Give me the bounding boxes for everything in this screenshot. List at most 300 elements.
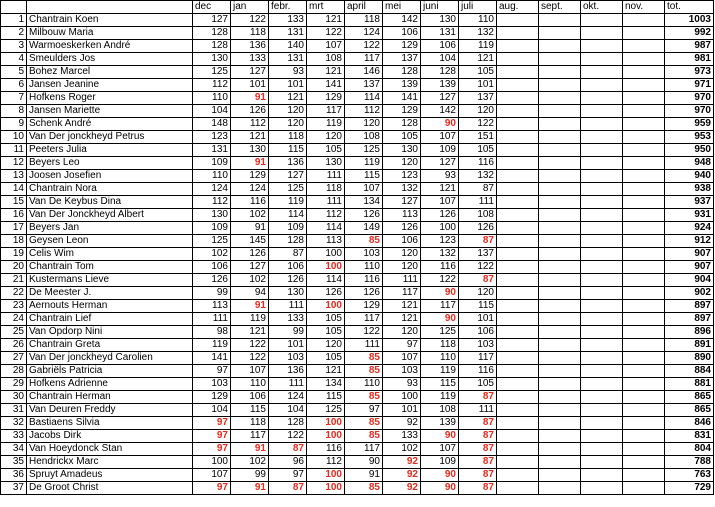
score-cell: 113	[383, 209, 421, 222]
score-cell: 112	[231, 118, 269, 131]
player-name-cell: Chantrain Nora	[27, 183, 193, 196]
empty-cell	[623, 131, 665, 144]
score-cell: 97	[193, 443, 231, 456]
empty-cell	[539, 196, 581, 209]
table-row	[1, 196, 714, 209]
total-cell: 890	[665, 352, 714, 365]
score-cell: 133	[269, 14, 307, 27]
empty-cell	[623, 14, 665, 27]
score-cell: 117	[383, 287, 421, 300]
rank-cell: 23	[1, 300, 27, 313]
rank-cell: 33	[1, 430, 27, 443]
empty-cell	[623, 157, 665, 170]
score-cell: 92	[383, 469, 421, 482]
table-row	[1, 300, 714, 313]
score-cell: 85	[345, 430, 383, 443]
score-cell: 122	[231, 339, 269, 352]
empty-cell	[539, 118, 581, 131]
empty-cell	[539, 391, 581, 404]
score-cell: 130	[383, 144, 421, 157]
player-name-cell: Van Deuren Freddy	[27, 404, 193, 417]
score-cell: 149	[345, 222, 383, 235]
empty-cell	[623, 248, 665, 261]
score-cell: 105	[459, 378, 497, 391]
player-name-cell: Joosen Josefien	[27, 170, 193, 183]
empty-cell	[497, 404, 539, 417]
table-row	[1, 53, 714, 66]
empty-cell	[539, 222, 581, 235]
score-cell: 131	[421, 27, 459, 40]
empty-cell	[497, 196, 539, 209]
score-cell: 103	[193, 378, 231, 391]
score-cell: 129	[383, 105, 421, 118]
score-cell: 101	[459, 313, 497, 326]
score-cell: 100	[421, 222, 459, 235]
total-cell: 938	[665, 183, 714, 196]
rank-cell: 3	[1, 40, 27, 53]
total-cell: 937	[665, 196, 714, 209]
score-cell: 120	[383, 261, 421, 274]
player-name-cell: Geysen Leon	[27, 235, 193, 248]
score-cell: 111	[307, 170, 345, 183]
score-cell: 97	[383, 339, 421, 352]
score-cell: 134	[307, 378, 345, 391]
table-body	[1, 14, 714, 495]
empty-cell	[581, 391, 623, 404]
empty-cell	[497, 66, 539, 79]
score-cell: 129	[193, 391, 231, 404]
score-cell: 109	[269, 222, 307, 235]
score-cell: 122	[231, 14, 269, 27]
empty-cell	[539, 339, 581, 352]
score-cell: 103	[383, 365, 421, 378]
total-cell: 865	[665, 404, 714, 417]
player-name-cell: Hendrickx Marc	[27, 456, 193, 469]
player-name-cell: Hofkens Roger	[27, 92, 193, 105]
score-cell: 91	[231, 443, 269, 456]
score-cell: 121	[307, 365, 345, 378]
score-cell: 133	[231, 53, 269, 66]
score-cell: 109	[421, 144, 459, 157]
score-cell: 126	[345, 287, 383, 300]
empty-cell	[623, 261, 665, 274]
score-cell: 122	[459, 118, 497, 131]
score-cell: 90	[421, 430, 459, 443]
player-name-cell: Beyers Jan	[27, 222, 193, 235]
score-cell: 113	[307, 235, 345, 248]
empty-cell	[581, 443, 623, 456]
player-name-cell: Chantrain Herman	[27, 391, 193, 404]
score-cell: 126	[307, 287, 345, 300]
score-cell: 129	[383, 40, 421, 53]
score-cell: 118	[231, 417, 269, 430]
score-cell: 112	[193, 79, 231, 92]
total-cell: 912	[665, 235, 714, 248]
score-cell: 114	[307, 274, 345, 287]
empty-cell	[623, 209, 665, 222]
empty-cell	[623, 118, 665, 131]
table-row	[1, 456, 714, 469]
rank-cell: 14	[1, 183, 27, 196]
score-cell: 102	[193, 248, 231, 261]
table-row	[1, 222, 714, 235]
score-cell: 117	[459, 352, 497, 365]
score-cell: 100	[307, 417, 345, 430]
empty-cell	[623, 66, 665, 79]
table-row	[1, 79, 714, 92]
player-name-cell: Aernouts Herman	[27, 300, 193, 313]
empty-cell	[497, 209, 539, 222]
empty-cell	[539, 326, 581, 339]
player-name-cell: Warmoeskerken André	[27, 40, 193, 53]
empty-cell	[497, 105, 539, 118]
player-name-cell: Jacobs Dirk	[27, 430, 193, 443]
empty-cell	[539, 313, 581, 326]
score-cell: 87	[459, 183, 497, 196]
rank-cell: 21	[1, 274, 27, 287]
score-cell: 111	[383, 274, 421, 287]
score-cell: 122	[269, 430, 307, 443]
score-cell: 120	[383, 326, 421, 339]
score-cell: 134	[345, 196, 383, 209]
total-cell: 881	[665, 378, 714, 391]
empty-cell	[623, 274, 665, 287]
player-name-cell: Smeulders Jos	[27, 53, 193, 66]
empty-cell	[623, 326, 665, 339]
score-cell: 116	[459, 157, 497, 170]
empty-cell	[581, 456, 623, 469]
empty-cell	[623, 313, 665, 326]
score-cell: 121	[459, 53, 497, 66]
score-cell: 132	[459, 27, 497, 40]
empty-cell	[581, 66, 623, 79]
score-cell: 125	[193, 235, 231, 248]
empty-cell	[581, 105, 623, 118]
score-cell: 87	[459, 482, 497, 495]
score-cell: 102	[231, 456, 269, 469]
empty-cell	[497, 391, 539, 404]
empty-cell	[497, 443, 539, 456]
empty-cell	[497, 79, 539, 92]
empty-cell	[539, 235, 581, 248]
score-cell: 116	[345, 274, 383, 287]
total-cell: 940	[665, 170, 714, 183]
rank-cell: 6	[1, 79, 27, 92]
score-cell: 87	[459, 430, 497, 443]
header-jan: jan	[231, 1, 269, 14]
score-cell: 107	[345, 183, 383, 196]
rank-cell: 35	[1, 456, 27, 469]
score-cell: 128	[383, 66, 421, 79]
score-cell: 115	[459, 300, 497, 313]
score-cell: 127	[231, 261, 269, 274]
score-cell: 118	[421, 339, 459, 352]
score-cell: 112	[307, 456, 345, 469]
score-cell: 119	[307, 118, 345, 131]
table-row	[1, 118, 714, 131]
rank-cell: 1	[1, 14, 27, 27]
table-row	[1, 105, 714, 118]
rank-cell: 34	[1, 443, 27, 456]
score-cell: 87	[269, 482, 307, 495]
empty-cell	[497, 27, 539, 40]
empty-cell	[581, 378, 623, 391]
empty-cell	[497, 352, 539, 365]
score-cell: 108	[459, 209, 497, 222]
rank-cell: 27	[1, 352, 27, 365]
player-name-cell: Bohez Marcel	[27, 66, 193, 79]
table-row	[1, 365, 714, 378]
player-name-cell: Chantrain Lief	[27, 313, 193, 326]
score-cell: 123	[193, 131, 231, 144]
score-cell: 117	[231, 430, 269, 443]
score-cell: 136	[269, 157, 307, 170]
rank-cell: 32	[1, 417, 27, 430]
score-cell: 119	[345, 157, 383, 170]
table-row	[1, 391, 714, 404]
empty-cell	[623, 105, 665, 118]
score-cell: 120	[345, 118, 383, 131]
empty-cell	[539, 105, 581, 118]
empty-cell	[623, 144, 665, 157]
score-cell: 90	[345, 456, 383, 469]
score-cell: 127	[193, 14, 231, 27]
score-cell: 130	[307, 157, 345, 170]
table-row	[1, 404, 714, 417]
empty-cell	[497, 339, 539, 352]
empty-cell	[497, 430, 539, 443]
player-name-cell: Chantrain Greta	[27, 339, 193, 352]
empty-cell	[581, 482, 623, 495]
player-name-cell: Van Der jonckheyd Carolien	[27, 352, 193, 365]
score-cell: 96	[269, 456, 307, 469]
score-cell: 121	[269, 92, 307, 105]
empty-cell	[539, 443, 581, 456]
score-cell: 121	[421, 183, 459, 196]
score-cell: 122	[421, 274, 459, 287]
empty-cell	[497, 157, 539, 170]
table-row	[1, 352, 714, 365]
score-cell: 119	[231, 313, 269, 326]
score-cell: 85	[345, 417, 383, 430]
empty-cell	[623, 40, 665, 53]
rank-cell: 7	[1, 92, 27, 105]
score-cell: 91	[231, 482, 269, 495]
rank-cell: 37	[1, 482, 27, 495]
empty-cell	[497, 222, 539, 235]
player-name-cell: Van Hoeydonck Stan	[27, 443, 193, 456]
score-cell: 130	[231, 144, 269, 157]
score-cell: 123	[383, 170, 421, 183]
score-cell: 115	[269, 144, 307, 157]
score-cell: 103	[345, 248, 383, 261]
header-jul: juli	[459, 1, 497, 14]
table-row	[1, 430, 714, 443]
score-cell: 92	[383, 417, 421, 430]
rank-cell: 18	[1, 235, 27, 248]
score-cell: 117	[345, 443, 383, 456]
score-cell: 120	[307, 131, 345, 144]
total-cell: 891	[665, 339, 714, 352]
score-cell: 137	[459, 92, 497, 105]
score-cell: 118	[307, 183, 345, 196]
score-cell: 87	[459, 456, 497, 469]
score-cell: 128	[269, 235, 307, 248]
empty-cell	[497, 14, 539, 27]
score-cell: 106	[459, 326, 497, 339]
total-cell: 959	[665, 118, 714, 131]
empty-cell	[539, 378, 581, 391]
score-cell: 116	[231, 196, 269, 209]
score-cell: 130	[269, 287, 307, 300]
score-cell: 90	[421, 287, 459, 300]
empty-cell	[581, 27, 623, 40]
rank-cell: 12	[1, 157, 27, 170]
score-cell: 100	[307, 430, 345, 443]
score-cell: 100	[193, 456, 231, 469]
score-cell: 118	[345, 14, 383, 27]
total-cell: 897	[665, 300, 714, 313]
total-cell: 931	[665, 209, 714, 222]
score-cell: 97	[193, 365, 231, 378]
score-cell: 137	[459, 248, 497, 261]
score-cell: 133	[383, 430, 421, 443]
score-cell: 116	[421, 261, 459, 274]
empty-cell	[623, 352, 665, 365]
score-cell: 141	[383, 92, 421, 105]
score-cell: 136	[231, 40, 269, 53]
rank-cell: 19	[1, 248, 27, 261]
player-name-cell: Beyers Leo	[27, 157, 193, 170]
empty-cell	[623, 53, 665, 66]
empty-cell	[539, 66, 581, 79]
score-cell: 119	[459, 40, 497, 53]
empty-cell	[581, 170, 623, 183]
empty-cell	[539, 144, 581, 157]
total-cell: 763	[665, 469, 714, 482]
score-cell: 126	[193, 274, 231, 287]
score-cell: 115	[421, 378, 459, 391]
score-cell: 131	[193, 144, 231, 157]
empty-cell	[497, 53, 539, 66]
score-cell: 102	[383, 443, 421, 456]
score-cell: 128	[193, 40, 231, 53]
score-cell: 112	[307, 209, 345, 222]
rank-cell: 13	[1, 170, 27, 183]
score-cell: 107	[307, 40, 345, 53]
total-cell: 973	[665, 66, 714, 79]
score-cell: 130	[193, 209, 231, 222]
score-cell: 110	[459, 14, 497, 27]
score-cell: 105	[307, 352, 345, 365]
empty-cell	[623, 482, 665, 495]
table-row	[1, 131, 714, 144]
score-cell: 128	[269, 417, 307, 430]
rank-cell: 5	[1, 66, 27, 79]
score-cell: 132	[459, 170, 497, 183]
empty-cell	[581, 430, 623, 443]
score-cell: 130	[421, 14, 459, 27]
score-cell: 92	[383, 456, 421, 469]
score-cell: 109	[193, 157, 231, 170]
score-cell: 106	[421, 40, 459, 53]
empty-cell	[581, 274, 623, 287]
empty-cell	[581, 404, 623, 417]
score-cell: 121	[231, 131, 269, 144]
table-row	[1, 482, 714, 495]
score-cell: 104	[421, 53, 459, 66]
score-cell: 123	[421, 235, 459, 248]
score-cell: 124	[231, 183, 269, 196]
score-cell: 107	[421, 131, 459, 144]
header-okt: okt.	[581, 1, 623, 14]
table-row	[1, 443, 714, 456]
score-cell: 105	[307, 326, 345, 339]
header-dec: dec	[193, 1, 231, 14]
empty-cell	[581, 339, 623, 352]
score-cell: 87	[459, 274, 497, 287]
empty-cell	[497, 144, 539, 157]
player-name-cell: De Groot Christ	[27, 482, 193, 495]
empty-cell	[623, 365, 665, 378]
player-name-cell: Chantrain Koen	[27, 14, 193, 27]
rank-cell: 9	[1, 118, 27, 131]
score-cell: 110	[345, 378, 383, 391]
score-cell: 126	[421, 209, 459, 222]
score-cell: 99	[269, 326, 307, 339]
empty-cell	[539, 274, 581, 287]
score-cell: 140	[269, 40, 307, 53]
score-cell: 91	[345, 469, 383, 482]
score-cell: 107	[231, 365, 269, 378]
empty-cell	[497, 248, 539, 261]
score-cell: 87	[459, 391, 497, 404]
score-cell: 111	[307, 196, 345, 209]
total-cell: 831	[665, 430, 714, 443]
player-name-cell: Van Opdorp Nini	[27, 326, 193, 339]
score-cell: 124	[193, 183, 231, 196]
score-cell: 92	[383, 482, 421, 495]
empty-cell	[539, 209, 581, 222]
score-cell: 117	[345, 313, 383, 326]
table-row	[1, 261, 714, 274]
rank-cell: 15	[1, 196, 27, 209]
score-cell: 87	[459, 417, 497, 430]
total-cell: 981	[665, 53, 714, 66]
score-cell: 116	[459, 365, 497, 378]
empty-cell	[539, 261, 581, 274]
score-cell: 117	[421, 300, 459, 313]
score-cell: 125	[269, 183, 307, 196]
empty-cell	[497, 378, 539, 391]
total-cell: 907	[665, 248, 714, 261]
empty-cell	[581, 92, 623, 105]
score-cell: 104	[193, 105, 231, 118]
score-cell: 105	[383, 131, 421, 144]
header-jun: juni	[421, 1, 459, 14]
empty-cell	[623, 456, 665, 469]
player-name-cell: Van Der jonckheyd Petrus	[27, 131, 193, 144]
score-cell: 122	[345, 326, 383, 339]
empty-cell	[581, 469, 623, 482]
rank-cell: 10	[1, 131, 27, 144]
score-cell: 122	[459, 261, 497, 274]
header-mei: mei	[383, 1, 421, 14]
total-cell: 924	[665, 222, 714, 235]
empty-cell	[497, 235, 539, 248]
empty-cell	[623, 222, 665, 235]
header-nov: nov.	[623, 1, 665, 14]
